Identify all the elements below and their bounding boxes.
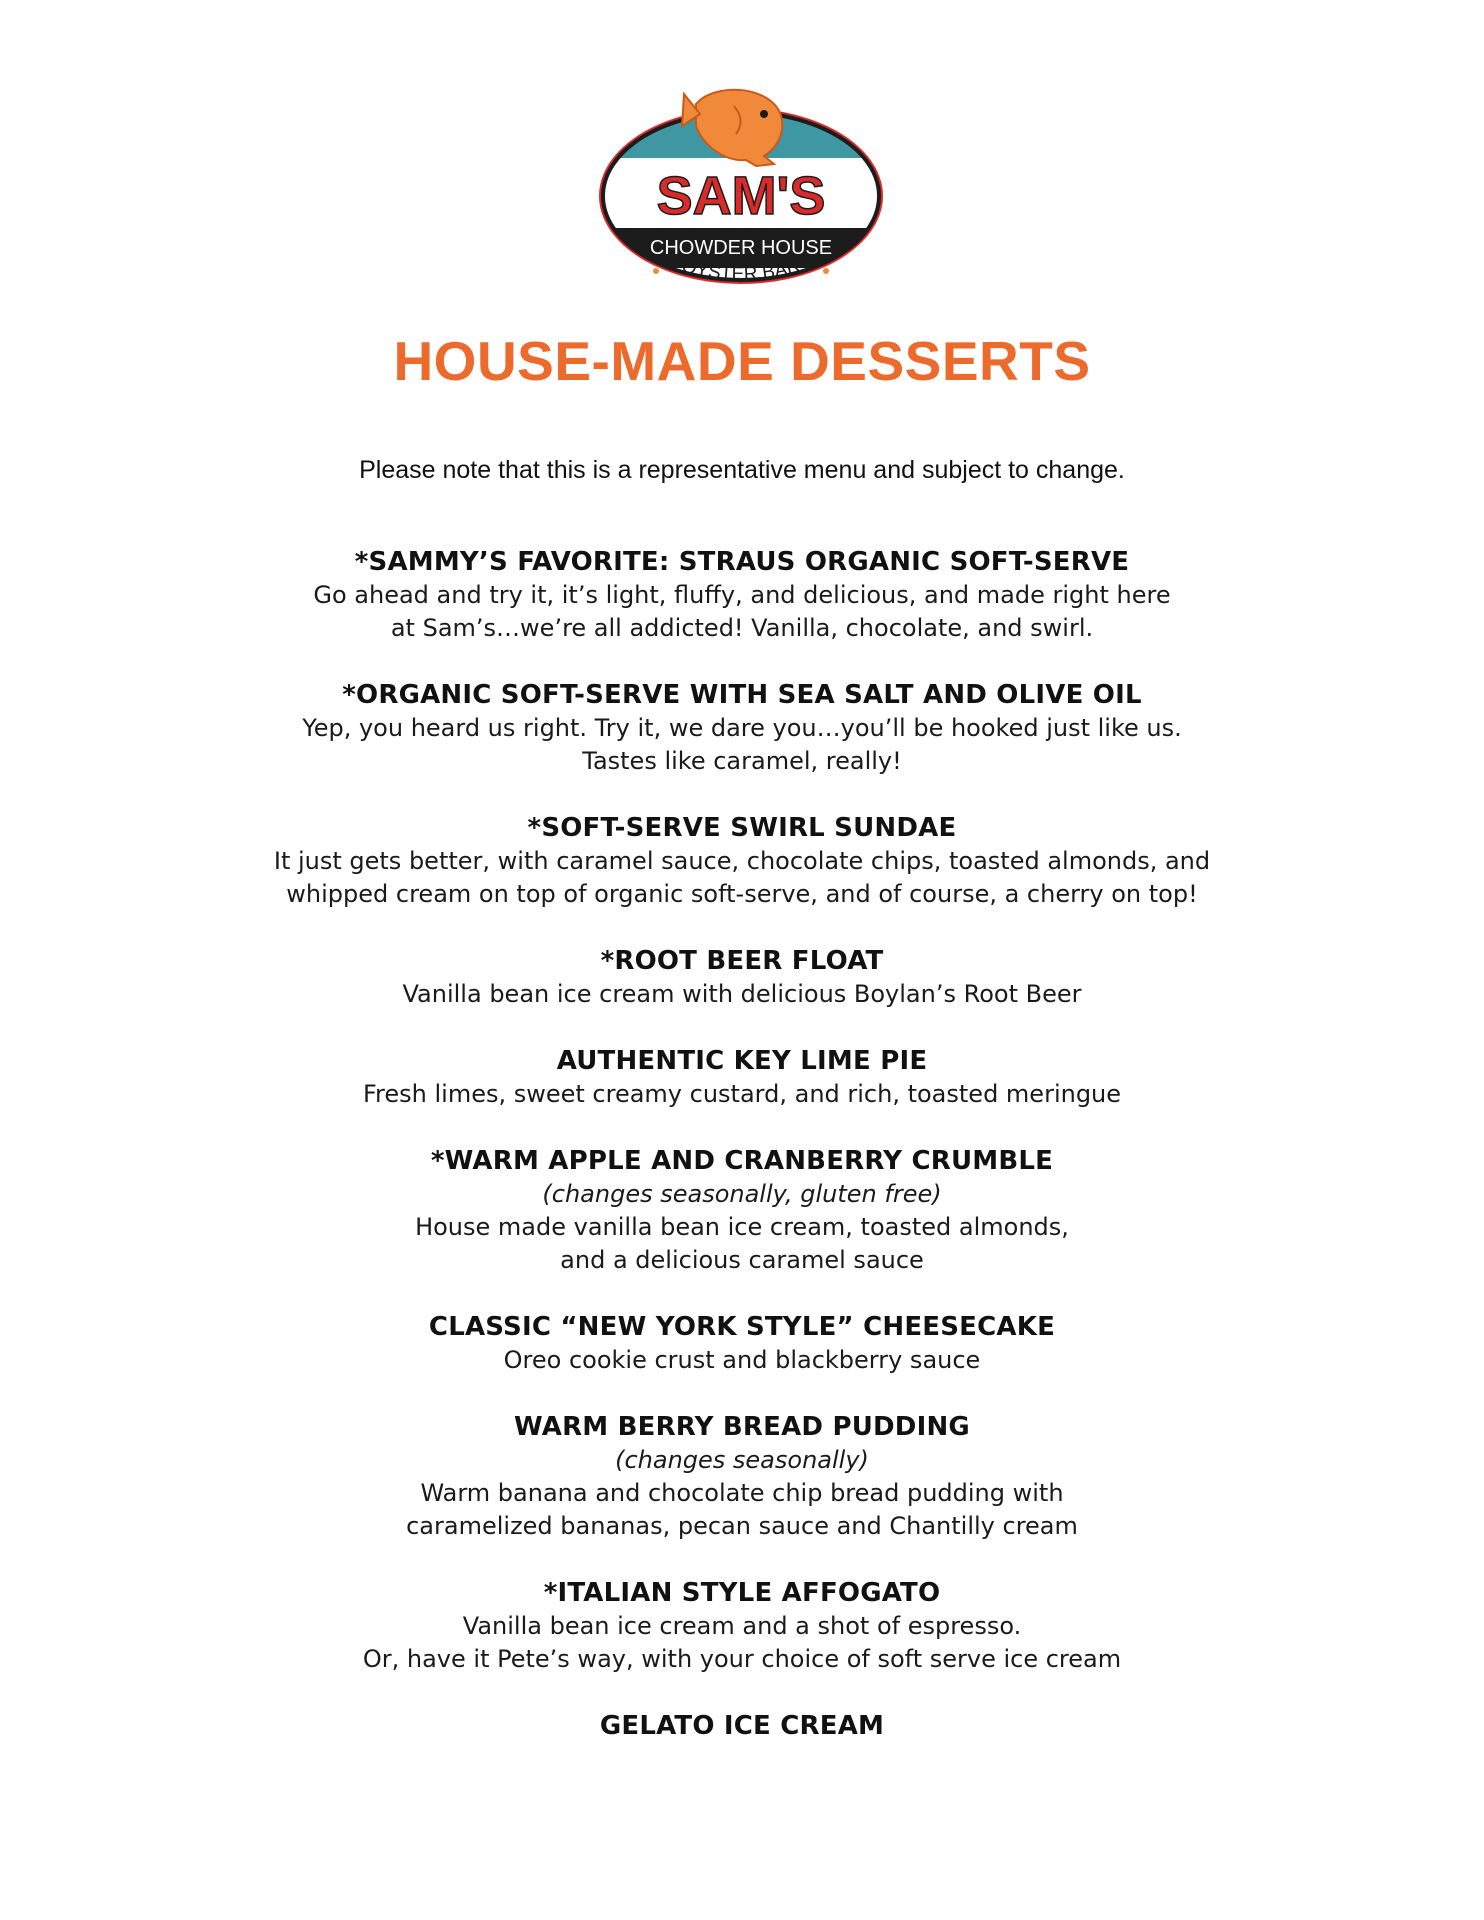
menu-item-name: *ROOT BEER FLOAT [600,946,884,976]
menu-item [0,1311,1484,1377]
menu-item-description-line: Vanilla bean ice cream with delicious Boylan’s Root Beer [402,980,1082,1008]
menu-item-description [0,712,1484,778]
page-title: HOUSE-MADE DESSERTS [393,330,1091,392]
menu-item-description-line: It just gets better, with caramel sauce, chocolate chips, toasted almonds, and [273,847,1211,875]
menu-item-description-line: Vanilla bean ice cream and a shot of espresso. [462,1612,1022,1640]
menu-item-name: *SOFT-SERVE SWIRL SUNDAE [527,813,957,843]
logo-tagline-text: OYSTER BAR [679,255,803,286]
menu-item-note: (changes seasonally) [615,1446,869,1474]
menu-item-note: (changes seasonally, gluten free) [542,1180,942,1208]
menu-item-name: *WARM APPLE AND CRANBERRY CRUMBLE [430,1146,1054,1176]
menu-item-description-line: Yep, you heard us right. Try it, we dare you…you’ll be hooked just like us. [302,714,1182,742]
menu-item [0,679,1484,778]
menu-item-description-line: Or, have it Pete’s way, with your choice of soft serve ice cream [362,1645,1122,1673]
menu-item-description [0,1211,1484,1277]
logo-brand-text: SAM'S [656,166,826,226]
sams-chowder-house-logo [596,86,886,300]
menu-item-description [0,978,1484,1011]
menu-item [0,1145,1484,1277]
menu-disclaimer: Please note that this is a representative menu and subject to change. [359,456,1125,484]
menu-item-description-line: Warm banana and chocolate chip bread pudding with [420,1479,1064,1507]
menu-item-description-line: Fresh limes, sweet creamy custard, and rich, toasted meringue [362,1080,1122,1108]
menu-item [0,546,1484,645]
menu-item-description [0,1344,1484,1377]
menu-item-name: *SAMMY’S FAVORITE: STRAUS ORGANIC SOFT-SERVE [354,547,1130,577]
menu-item [0,1045,1484,1111]
menu-item-name: AUTHENTIC KEY LIME PIE [556,1046,928,1076]
menu-item-description-line: Oreo cookie crust and blackberry sauce [503,1346,981,1374]
menu-item [0,1710,1484,1743]
menu-item-description-line: and a delicious caramel sauce [560,1246,924,1274]
menu-item-name: GELATO ICE CREAM [599,1711,885,1741]
dessert-list [0,546,1484,1777]
menu-item-name: *ITALIAN STYLE AFFOGATO [543,1578,941,1608]
menu-item [0,945,1484,1011]
menu-item-description [0,579,1484,645]
menu-item-description-line: at Sam’s…we’re all addicted! Vanilla, chocolate, and swirl. [390,614,1094,642]
menu-item-name: CLASSIC “NEW YORK STYLE” CHEESECAKE [428,1312,1056,1342]
menu-item-description-line: Tastes like caramel, really! [582,747,902,775]
menu-item-description-line: House made vanilla bean ice cream, toasted almonds, [415,1213,1069,1241]
menu-item [0,812,1484,911]
menu-item-description [0,1610,1484,1676]
menu-item-name: *ORGANIC SOFT-SERVE WITH SEA SALT AND OLIVE OIL [342,680,1142,710]
menu-item-description-line: Go ahead and try it, it’s light, fluffy, and delicious, and made right here [313,581,1171,609]
menu-item-description-line: caramelized bananas, pecan sauce and Chantilly cream [406,1512,1078,1540]
menu-item-description-line: whipped cream on top of organic soft-serve, and of course, a cherry on top! [286,880,1198,908]
menu-item-name: WARM BERRY BREAD PUDDING [514,1412,970,1442]
menu-item-description [0,845,1484,911]
menu-item-description [0,1477,1484,1543]
menu-item [0,1411,1484,1543]
logo-subtitle-text: CHOWDER HOUSE [649,237,833,259]
menu-item [0,1577,1484,1676]
menu-item-description [0,1078,1484,1111]
